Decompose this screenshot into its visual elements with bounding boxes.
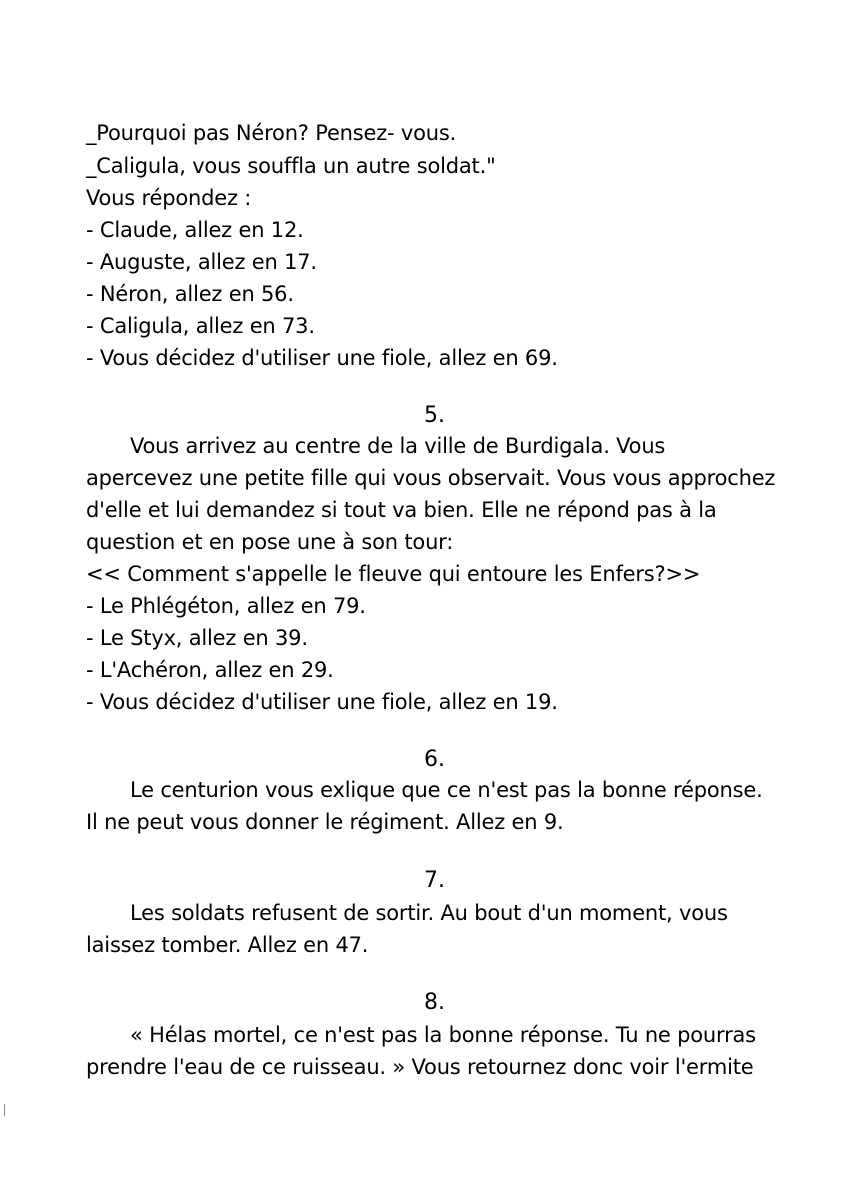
choice-item: - L'Achéron, allez en 29.	[86, 658, 334, 682]
choice-item: - Auguste, allez en 17.	[86, 250, 317, 274]
choice-item: - Vous décidez d'utiliser une fiole, allez en 19.	[86, 690, 558, 714]
choice-item: - Caligula, allez en 73.	[86, 314, 315, 338]
section-number: 8.	[424, 990, 445, 1015]
choice-item: - Le Styx, allez en 39.	[86, 626, 308, 650]
question-line: << Comment s'appelle le fleuve qui entoure les Enfers?>>	[86, 562, 701, 586]
choice-item: - Néron, allez en 56.	[86, 282, 294, 306]
choice-item: - Vous décidez d'utiliser une fiole, allez en 69.	[86, 346, 558, 370]
dialogue-line: _Pourquoi pas Néron? Pensez- vous.	[86, 121, 457, 145]
paragraph-line: question et en pose une à son tour:	[86, 530, 454, 554]
prompt-line: Vous répondez :	[86, 186, 252, 210]
paragraph-line: d'elle et lui demandez si tout va bien. Elle ne répond pas à la	[86, 498, 717, 522]
section-number: 7.	[424, 868, 445, 893]
paragraph-line: « Hélas mortel, ce n'est pas la bonne réponse. Tu ne pourras	[130, 1023, 756, 1047]
section-number: 6.	[424, 747, 445, 772]
dialogue-line: _Caligula, vous souffla un autre soldat."	[86, 154, 496, 178]
paragraph-line: apercevez une petite fille qui vous observait. Vous vous approchez	[86, 466, 776, 490]
paragraph-line: Vous arrivez au centre de la ville de Burdigala. Vous	[130, 434, 666, 458]
scan-artifact	[4, 1104, 5, 1116]
paragraph-line: prendre l'eau de ce ruisseau. » Vous retournez donc voir l'ermite	[86, 1055, 754, 1079]
choice-item: - Claude, allez en 12.	[86, 218, 304, 242]
section-number: 5.	[424, 403, 445, 428]
paragraph-line: Il ne peut vous donner le régiment. Allez en 9.	[86, 810, 564, 834]
paragraph-line: Le centurion vous exlique que ce n'est pas la bonne réponse.	[130, 778, 763, 802]
paragraph-line: Les soldats refusent de sortir. Au bout d'un moment, vous	[130, 901, 728, 925]
choice-item: - Le Phlégéton, allez en 79.	[86, 594, 366, 618]
paragraph-line: laissez tomber. Allez en 47.	[86, 933, 369, 957]
